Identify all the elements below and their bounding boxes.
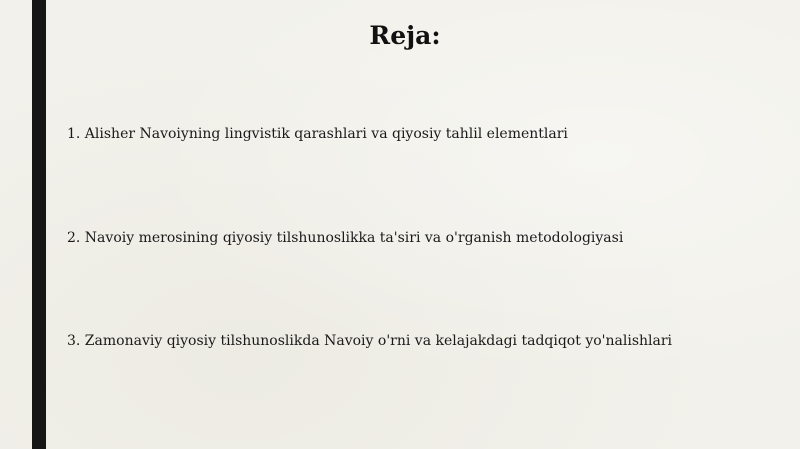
- plan-item-2: 2. Navoiy merosining qiyosiy tilshunoslikka ta'siri va o'rganish metodologiyasi: [67, 230, 624, 246]
- slide-title: Reja:: [369, 21, 441, 50]
- accent-side-bar: [32, 0, 46, 449]
- plan-item-1: 1. Alisher Navoiyning lingvistik qarashlari va qiyosiy tahlil elementlari: [67, 126, 568, 142]
- plan-item-3: 3. Zamonaviy qiyosiy tilshunoslikda Navoiy o'rni va kelajakdagi tadqiqot yo'nalishlari: [67, 333, 673, 349]
